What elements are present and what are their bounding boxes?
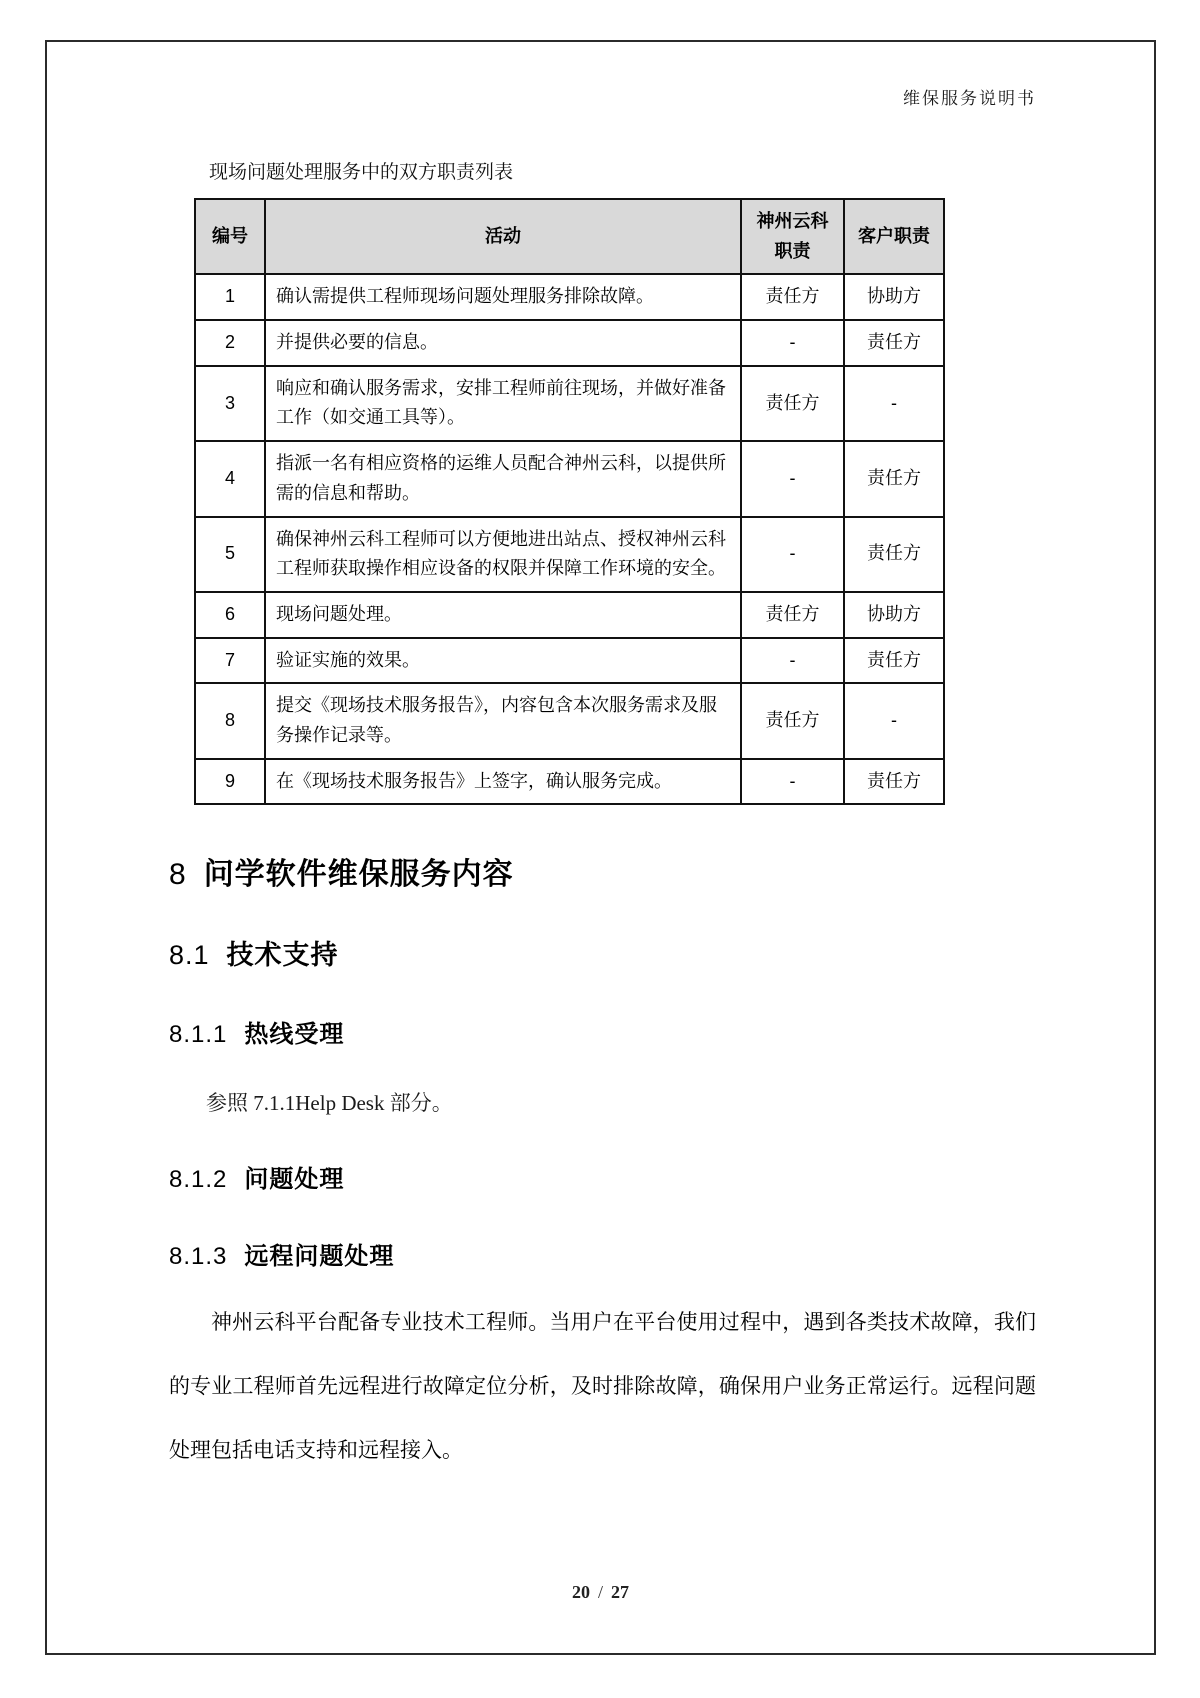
row-activity: 提交《现场技术服务报告》，内容包含本次服务需求及服务操作记录等。 xyxy=(265,683,741,758)
heading-title: 技术支持 xyxy=(226,940,339,971)
heading-section-8 xyxy=(169,849,1036,893)
table-header-row xyxy=(195,199,944,274)
heading-number: 8.1.2 xyxy=(169,1166,228,1194)
row-vendor-role: 责任方 xyxy=(741,366,844,441)
row-activity: 并提供必要的信息。 xyxy=(265,320,741,366)
row-activity: 在《现场技术服务报告》上签字，确认服务完成。 xyxy=(265,759,741,805)
row-vendor-role: 责任方 xyxy=(741,592,844,638)
row-number: 6 xyxy=(195,592,265,638)
row-activity: 响应和确认服务需求，安排工程师前往现场，并做好准备工作（如交通工具等）。 xyxy=(265,366,741,441)
body-paragraph: 神州云科平台配备专业技术工程师。当用户在平台使用过程中，遇到各类技术故障，我们的专业工程师首先远程进行故障定位分析，及时排除故障，确保用户业务正常运行。远程问题处理包括电话支持和远程接入。 xyxy=(169,1311,1036,1463)
row-vendor-role: - xyxy=(741,517,844,592)
row-number: 5 xyxy=(195,517,265,592)
heading-number: 8.1.1 xyxy=(169,1021,228,1049)
heading-section-8-1-1 xyxy=(169,1014,1036,1049)
row-vendor-role: - xyxy=(741,320,844,366)
page-number-total: 27 xyxy=(611,1582,629,1602)
column-header-customer: 客户职责 xyxy=(844,199,944,274)
row-number: 4 xyxy=(195,441,265,516)
table-row xyxy=(195,441,944,516)
table-row xyxy=(195,274,944,320)
table-caption: 现场问题处理服务中的双方职责列表 xyxy=(209,162,514,183)
row-customer-role: 责任方 xyxy=(844,441,944,516)
row-customer-role: 责任方 xyxy=(844,517,944,592)
row-vendor-role: - xyxy=(741,441,844,516)
document-header-title: 维保服务说明书 xyxy=(903,89,1036,108)
row-activity: 确认需提供工程师现场问题处理服务排除故障。 xyxy=(265,274,741,320)
row-customer-role: 协助方 xyxy=(844,592,944,638)
table-row xyxy=(195,320,944,366)
heading-number: 8.1.3 xyxy=(169,1243,228,1271)
row-number: 9 xyxy=(195,759,265,805)
page-number-separator: / xyxy=(597,1582,603,1602)
row-customer-role: 协助方 xyxy=(844,274,944,320)
row-activity: 指派一名有相应资格的运维人员配合神州云科，以提供所需的信息和帮助。 xyxy=(265,441,741,516)
row-number: 3 xyxy=(195,366,265,441)
heading-section-8-1-3 xyxy=(169,1236,1036,1271)
heading-number: 8.1 xyxy=(169,940,210,971)
table-row xyxy=(195,366,944,441)
table-row xyxy=(195,517,944,592)
heading-section-8-1 xyxy=(169,933,1036,972)
heading-section-8-1-2 xyxy=(169,1159,1036,1194)
heading-title: 热线受理 xyxy=(244,1021,345,1049)
page-number-current: 20 xyxy=(571,1582,590,1602)
row-customer-role: 责任方 xyxy=(844,638,944,684)
reference-paragraph: 参照 7.1.1Help Desk 部分。 xyxy=(206,1091,453,1116)
row-activity: 现场问题处理。 xyxy=(265,592,741,638)
responsibility-table xyxy=(194,198,945,805)
row-customer-role: 责任方 xyxy=(844,759,944,805)
heading-title: 问题处理 xyxy=(244,1166,345,1194)
row-vendor-role: 责任方 xyxy=(741,683,844,758)
column-header-activity: 活动 xyxy=(265,199,741,274)
row-activity: 验证实施的效果。 xyxy=(265,638,741,684)
row-activity: 确保神州云科工程师可以方便地进出站点、授权神州云科工程师获取操作相应设备的权限并保障工作环境的安全。 xyxy=(265,517,741,592)
row-vendor-role: - xyxy=(741,759,844,805)
table-row xyxy=(195,683,944,758)
row-number: 1 xyxy=(195,274,265,320)
row-number: 8 xyxy=(195,683,265,758)
row-vendor-role: - xyxy=(741,638,844,684)
heading-title: 问学软件维保服务内容 xyxy=(203,858,514,892)
row-customer-role: - xyxy=(844,683,944,758)
page-footer xyxy=(47,1582,1154,1603)
row-customer-role: 责任方 xyxy=(844,320,944,366)
row-vendor-role: 责任方 xyxy=(741,274,844,320)
table-row xyxy=(195,759,944,805)
heading-title: 远程问题处理 xyxy=(244,1243,395,1271)
row-number: 7 xyxy=(195,638,265,684)
table-row xyxy=(195,638,944,684)
column-header-vendor: 神州云科职责 xyxy=(741,199,844,274)
heading-number: 8 xyxy=(169,858,187,892)
column-header-no: 编号 xyxy=(195,199,265,274)
row-number: 2 xyxy=(195,320,265,366)
table-row xyxy=(195,592,944,638)
row-customer-role: - xyxy=(844,366,944,441)
page-border-frame xyxy=(45,40,1156,1655)
